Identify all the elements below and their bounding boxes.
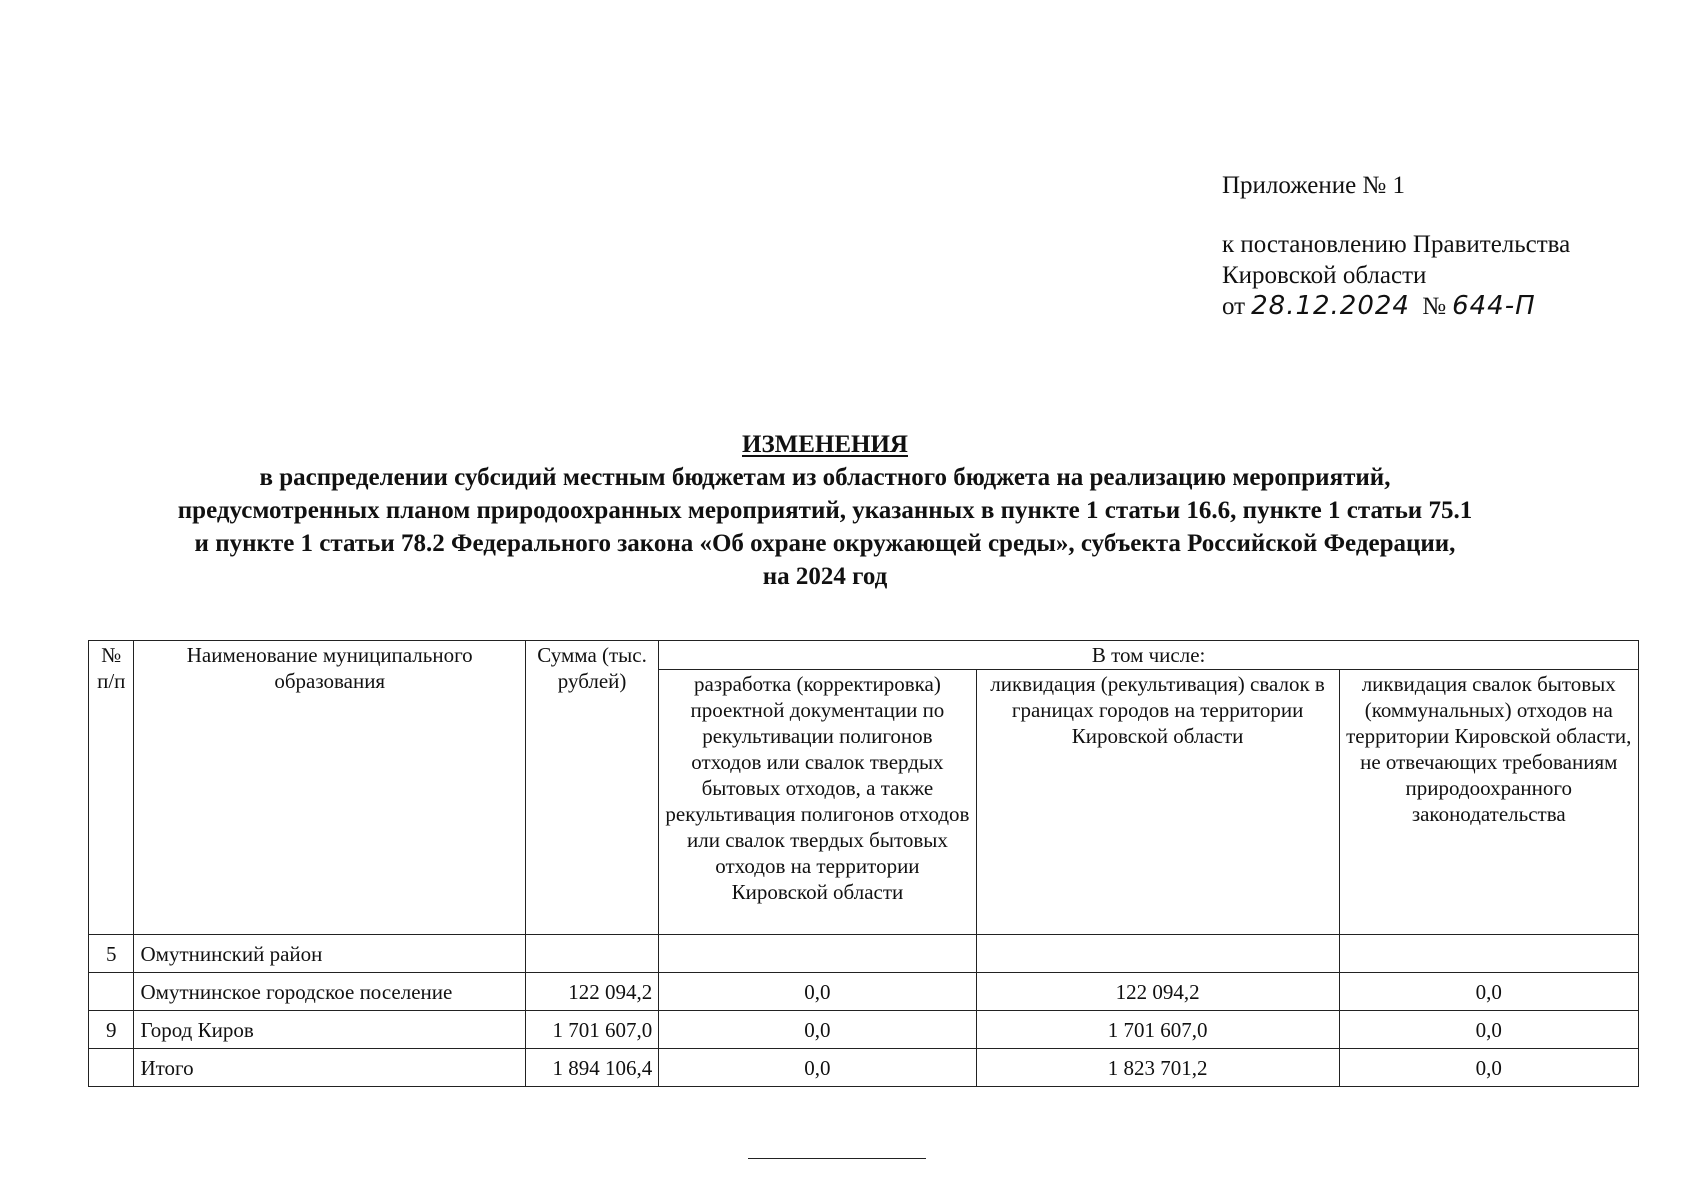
title-line-4: на 2024 год xyxy=(762,563,888,590)
appendix-decree-line: к постановлению Правительства xyxy=(1222,231,1571,258)
appendix-block xyxy=(1222,170,1570,322)
row-num xyxy=(89,1049,134,1087)
table-row xyxy=(89,973,1639,1011)
row-col-b: 1 823 701,2 xyxy=(976,1049,1339,1087)
row-sum xyxy=(525,935,658,973)
handwritten-number: 644-П xyxy=(1452,291,1536,321)
row-sum: 1 894 106,4 xyxy=(525,1049,658,1087)
header-num: № п/п xyxy=(89,641,134,935)
row-sum: 122 094,2 xyxy=(525,973,658,1011)
row-col-a: 0,0 xyxy=(659,973,976,1011)
header-name: Наименование муниципального образования xyxy=(134,641,525,935)
row-col-c xyxy=(1339,935,1638,973)
row-name: Итого xyxy=(134,1049,525,1087)
header-sum: Сумма (тыс. рублей) xyxy=(525,641,658,935)
row-num xyxy=(89,973,134,1011)
header-including: В том числе: xyxy=(659,641,1639,670)
table-row xyxy=(89,1011,1639,1049)
table-total-row xyxy=(89,1049,1639,1087)
row-col-b xyxy=(976,935,1339,973)
row-name: Омутнинское городское поселение xyxy=(134,973,525,1011)
row-num: 5 xyxy=(89,935,134,973)
row-num: 9 xyxy=(89,1011,134,1049)
header-col-a: разработка (корректировка) проектной документации по рекультивации полигонов отходов или свалок твердых бытовых отходов, а также рекультивация полигонов отходов или свалок твердых бытовых отходов на территории Кировской области xyxy=(659,670,976,935)
row-col-c: 0,0 xyxy=(1339,973,1638,1011)
table-header-row xyxy=(89,641,1639,670)
row-sum: 1 701 607,0 xyxy=(525,1011,658,1049)
title-line-1: в распределении субсидий местным бюджетам из областного бюджета на реализацию мероприятий, xyxy=(259,464,1391,491)
subsidy-table xyxy=(88,640,1639,1087)
title-line-2: предусмотренных планом природоохранных мероприятий, указанных в пункте 1 статьи 16.6, пункте 1 статьи 75.1 xyxy=(177,497,1473,524)
header-col-b: ликвидация (рекультивация) свалок в границах городов на территории Кировской области xyxy=(976,670,1339,935)
table-row xyxy=(89,935,1639,973)
row-col-b: 1 701 607,0 xyxy=(976,1011,1339,1049)
appendix-title: Приложение № 1 xyxy=(1222,172,1406,199)
row-col-a: 0,0 xyxy=(659,1049,976,1087)
appendix-date-line xyxy=(1222,291,1570,322)
row-name: Омутнинский район xyxy=(134,935,525,973)
title-heading: ИЗМЕНЕНИЯ xyxy=(742,431,908,458)
row-col-a: 0,0 xyxy=(659,1011,976,1049)
row-col-a xyxy=(659,935,976,973)
document-title xyxy=(80,428,1570,593)
number-prefix: № xyxy=(1422,293,1447,320)
date-prefix: от xyxy=(1222,293,1246,320)
header-col-c: ликвидация свалок бытовых (коммунальных) отходов на территории Кировской области, не отвечающих требованиям природоохранного законодательства xyxy=(1339,670,1638,935)
handwritten-date: 28.12.2024 xyxy=(1251,291,1410,321)
row-col-c: 0,0 xyxy=(1339,1049,1638,1087)
row-name: Город Киров xyxy=(134,1011,525,1049)
appendix-region-line: Кировской области xyxy=(1222,262,1427,289)
footer-divider xyxy=(748,1158,926,1159)
title-line-3: и пункте 1 статьи 78.2 Федерального закона «Об охране окружающей среды», субъекта Российской Федерации, xyxy=(194,530,1456,557)
row-col-c: 0,0 xyxy=(1339,1011,1638,1049)
row-col-b: 122 094,2 xyxy=(976,973,1339,1011)
